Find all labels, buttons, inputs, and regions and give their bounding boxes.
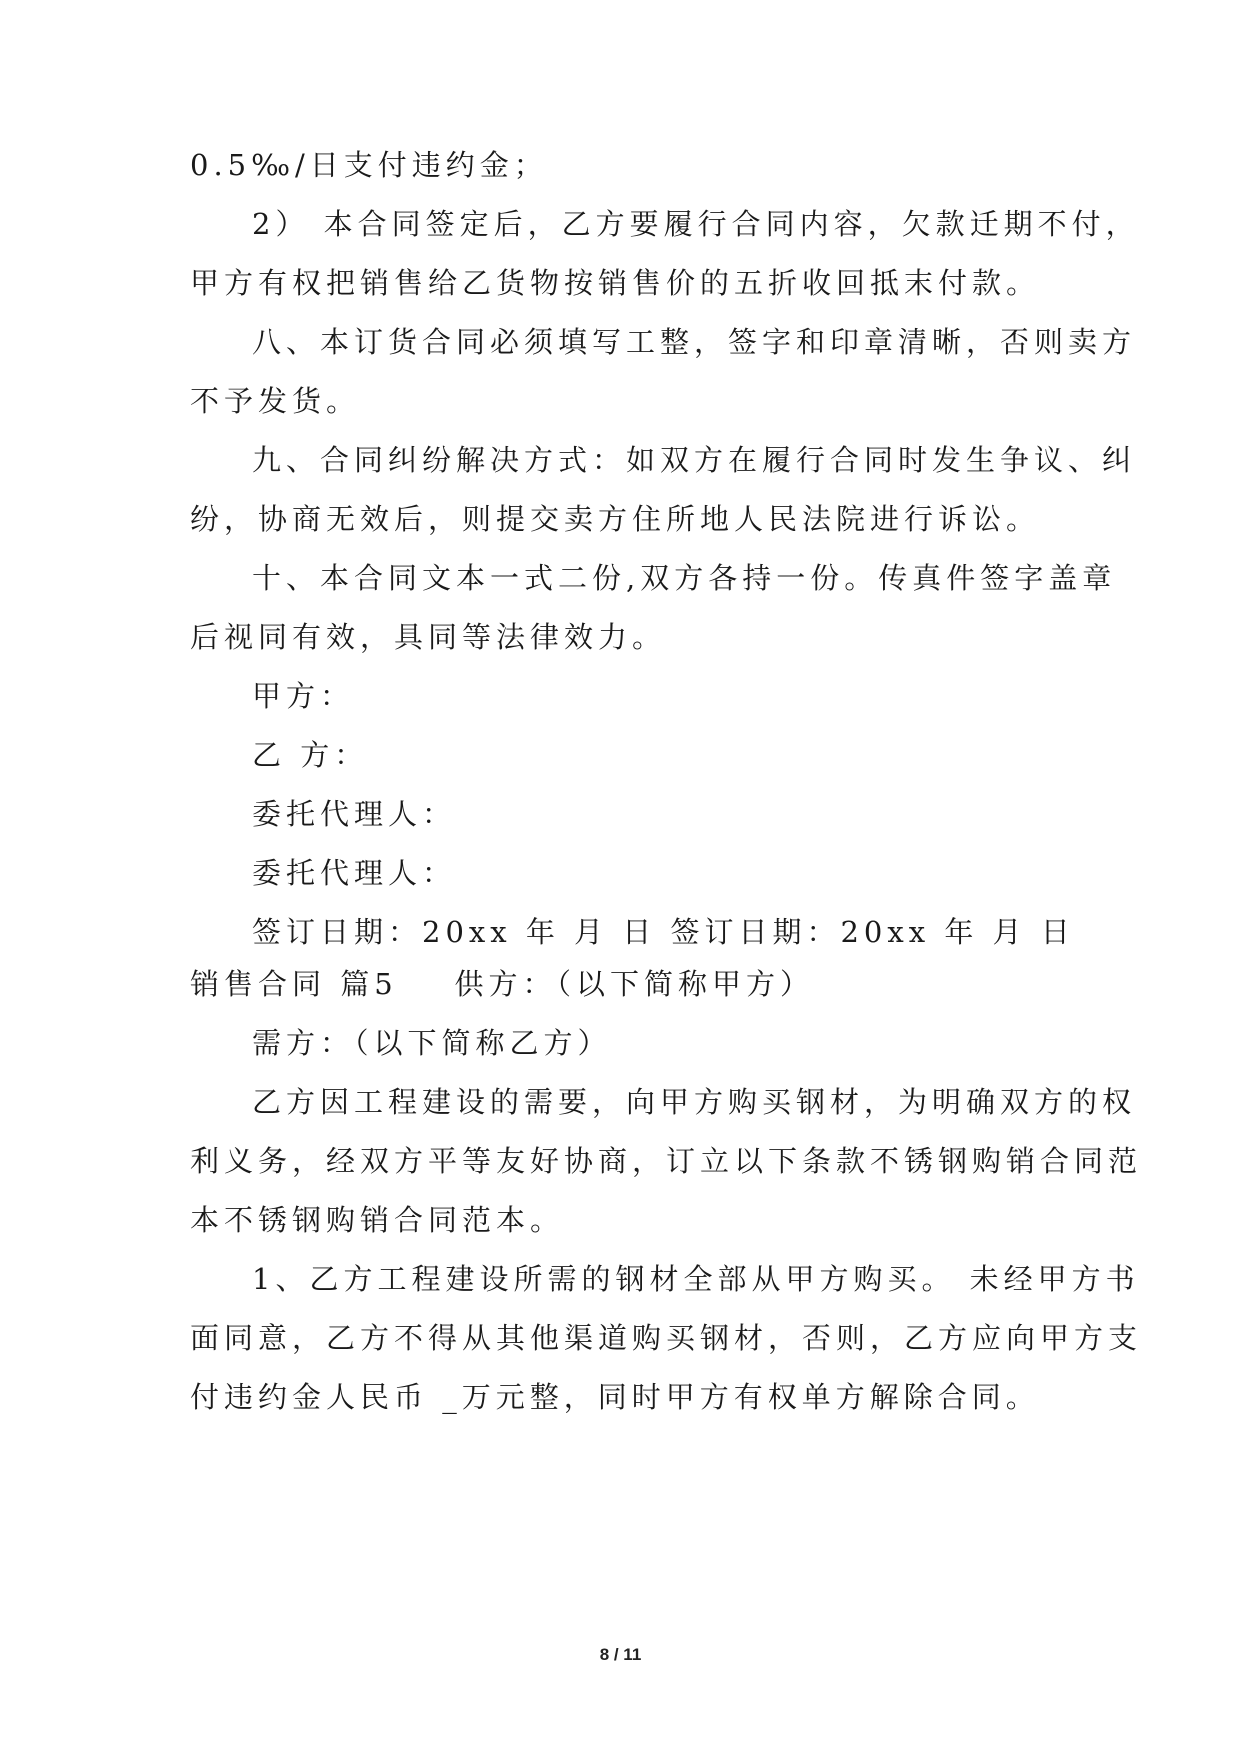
text-line-17: 乙方因工程建设的需要，向甲方购买钢材，为明确双方的权 — [252, 1085, 1137, 1119]
text-line-3: 甲方有权把销售给乙货物按销售价的五折收回抵末付款。 — [190, 266, 1041, 300]
signature-party-a: 甲方： — [252, 679, 355, 713]
text-line-5: 不予发货。 — [190, 384, 361, 418]
text-line-21: 面同意，乙方不得从其他渠道购买钢材，否则，乙方应向甲方支 — [190, 1321, 1143, 1355]
signature-agent-1: 委托代理人： — [252, 797, 457, 831]
text-line-9: 后视同有效，具同等法律效力。 — [190, 620, 667, 654]
section-heading-contract-5: 销售合同 篇5 供方：（以下简称甲方） — [190, 967, 815, 1001]
signature-party-b: 乙 方： — [252, 738, 369, 772]
text-line-4: 八、本订货合同必须填写工整，签字和印章清晰，否则卖方 — [252, 325, 1137, 359]
text-line-6: 九、合同纠纷解决方式：如双方在履行合同时发生争议、纠 — [252, 443, 1137, 477]
page-number: 8 / 11 — [599, 1645, 642, 1664]
text-line-18: 利义务，经双方平等友好协商，订立以下条款不锈钢购销合同范 — [190, 1144, 1143, 1178]
text-line-19: 本不锈钢购销合同范本。 — [190, 1203, 565, 1237]
text-line-20: 1、乙方工程建设所需的钢材全部从甲方购买。 未经甲方书 — [252, 1262, 1140, 1296]
text-line-22: 付违约金人民币 _万元整，同时甲方有权单方解除合同。 — [190, 1380, 1040, 1414]
signature-agent-2: 委托代理人： — [252, 856, 457, 890]
signing-dates: 签订日期：20xx 年 月 日 签订日期：20xx 年 月 日 — [252, 915, 1075, 949]
text-line-7: 纷，协商无效后，则提交卖方住所地人民法院进行诉讼。 — [190, 502, 1041, 536]
text-line-16: 需方：（以下简称乙方） — [252, 1026, 612, 1060]
text-line-2: 2） 本合同签定后，乙方要履行合同内容，欠款迁期不付， — [252, 207, 1140, 241]
text-line-1: 0.5‰/日支付违约金； — [190, 148, 548, 182]
text-line-8: 十、本合同文本一式二份,双方各持一份。传真件签字盖章 — [252, 561, 1117, 595]
